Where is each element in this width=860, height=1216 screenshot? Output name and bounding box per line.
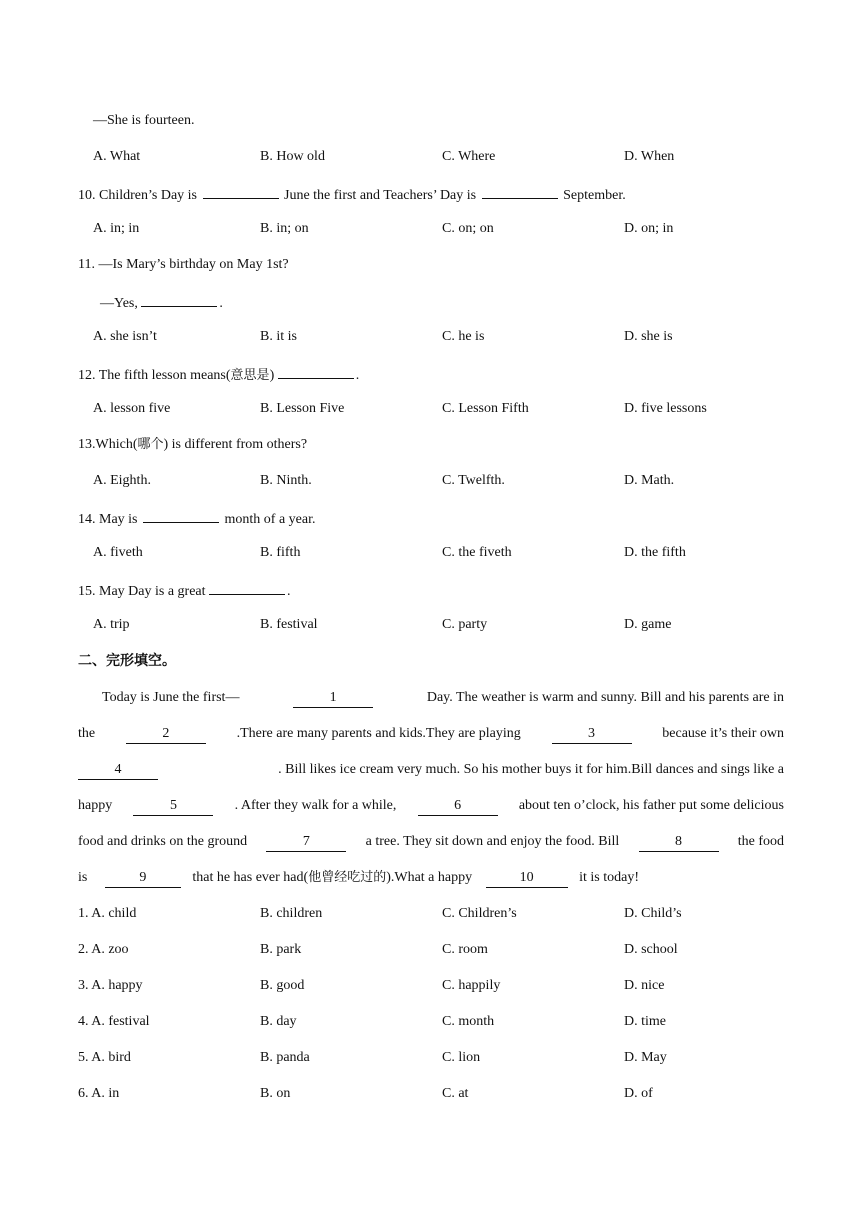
cloze-5-option-d: D. May <box>624 1050 667 1065</box>
passage-blank-10: 10 <box>486 869 568 888</box>
q11-option-c: C. he is <box>442 329 485 344</box>
q12-stem <box>78 363 359 383</box>
q14-stem <box>78 507 315 527</box>
q11-reply-text: —Yes, <box>100 296 138 311</box>
cloze-6-option-d: D. of <box>624 1086 653 1101</box>
cloze-2-option-d: D. school <box>624 942 678 957</box>
q9-option-a: A. What <box>93 149 141 164</box>
q11-options <box>0 327 860 347</box>
cloze-1-option-d: D. Child’s <box>624 906 682 921</box>
passage-text: ).What a happy <box>386 870 473 885</box>
passage-text: .There are many parents and kids.They are playing <box>236 726 521 741</box>
q13-option-b: B. Ninth. <box>260 473 312 488</box>
cloze-4-option-d: D. time <box>624 1014 666 1029</box>
q15-stem <box>78 579 291 599</box>
q11-reply <box>100 291 223 311</box>
passage-chinese-gloss: 他曾经吃过的 <box>308 870 387 885</box>
cloze-1-option-b: B. children <box>260 906 323 921</box>
passage-blank-2: 2 <box>126 725 206 744</box>
q10-option-b: B. in; on <box>260 221 309 236</box>
passage-blank-9: 9 <box>105 869 181 888</box>
cloze-option-row-2 <box>0 940 860 960</box>
cloze-4-option-a: 4. A. festival <box>78 1014 150 1029</box>
q11-blank <box>141 291 217 307</box>
q12-end: . <box>355 368 360 383</box>
q12-options <box>0 399 860 419</box>
q12-chinese-gloss: 意思是 <box>230 368 270 383</box>
section-2-title: 二、完形填空。 <box>78 653 176 669</box>
cloze-option-row-1 <box>0 904 860 924</box>
passage-text: happy <box>78 798 113 813</box>
cloze-4-option-b: B. day <box>260 1014 297 1029</box>
q12-option-a: A. lesson five <box>93 401 171 416</box>
q12-option-d: D. five lessons <box>624 401 707 416</box>
passage-blank-5: 5 <box>133 797 213 816</box>
cloze-3-option-c: C. happily <box>442 978 501 993</box>
q12-text-1: 12. The fifth lesson means( <box>78 368 231 383</box>
passage-line-6 <box>78 868 784 888</box>
cloze-option-row-6 <box>0 1084 860 1104</box>
passage-text: the food <box>737 834 784 849</box>
passage-text: because it’s their own <box>662 726 784 741</box>
q10-text-1: 10. Children’s Day is <box>78 188 197 203</box>
passage-blank-1: 1 <box>293 689 373 708</box>
q15-text-1: 15. May Day is a great <box>78 584 206 599</box>
q13-option-a: A. Eighth. <box>93 473 151 488</box>
cloze-3-option-d: D. nice <box>624 978 665 993</box>
cloze-6-option-b: B. on <box>260 1086 291 1101</box>
cloze-6-option-a: 6. A. in <box>78 1086 120 1101</box>
q14-option-b: B. fifth <box>260 545 301 560</box>
q12-blank <box>278 363 354 379</box>
passage-blank-6: 6 <box>418 797 498 816</box>
passage-text: it is today! <box>579 870 640 885</box>
cloze-option-row-5 <box>0 1048 860 1068</box>
cloze-2-option-b: B. park <box>260 942 302 957</box>
cloze-2-option-c: C. room <box>442 942 488 957</box>
cloze-5-option-b: B. panda <box>260 1050 310 1065</box>
q10-text-2: June the first and Teachers’ Day is <box>284 188 477 203</box>
passage-text: is <box>78 870 88 885</box>
cloze-6-option-c: C. at <box>442 1086 469 1101</box>
passage-text: Today is June the first— <box>102 690 240 705</box>
passage-text: food and drinks on the ground <box>78 834 248 849</box>
q13-text-2: ) is different from others? <box>163 437 308 452</box>
q10-options <box>0 219 860 239</box>
q12-text-2: ) <box>269 368 275 383</box>
q14-blank <box>143 507 219 523</box>
cloze-5-option-c: C. lion <box>442 1050 481 1065</box>
q10-text-3: September. <box>563 188 626 203</box>
cloze-3-option-b: B. good <box>260 978 305 993</box>
q15-option-a: A. trip <box>93 617 130 632</box>
q14-option-c: C. the fiveth <box>442 545 512 560</box>
q11-option-a: A. she isn’t <box>93 329 157 344</box>
q12-option-b: B. Lesson Five <box>260 401 345 416</box>
passage-text: that he has ever had( <box>192 870 309 885</box>
cloze-option-row-4 <box>0 1012 860 1032</box>
q15-option-c: C. party <box>442 617 488 632</box>
q14-option-d: D. the fifth <box>624 545 686 560</box>
q10-option-d: D. on; in <box>624 221 674 236</box>
passage-line-5 <box>78 832 784 852</box>
q13-option-d: D. Math. <box>624 473 675 488</box>
q15-option-d: D. game <box>624 617 672 632</box>
q11-reply-end: . <box>219 296 223 311</box>
q15-blank <box>209 579 285 595</box>
passage-text: a tree. They sit down and enjoy the food. Bill <box>365 834 620 849</box>
cloze-3-option-a: 3. A. happy <box>78 978 143 993</box>
cloze-2-option-a: 2. A. zoo <box>78 942 129 957</box>
passage-text: Day. The weather is warm and sunny. Bill and his parents are in <box>426 690 784 705</box>
q13-stem <box>78 435 307 455</box>
passage-text: about ten o’clock, his father put some delicious <box>518 798 784 813</box>
q14-option-a: A. fiveth <box>93 545 143 560</box>
passage-blank-7: 7 <box>266 833 346 852</box>
q12-option-c: C. Lesson Fifth <box>442 401 529 416</box>
passage-line-4 <box>78 796 784 816</box>
passage-blank-3: 3 <box>552 725 632 744</box>
q11-stem: 11. —Is Mary’s birthday on May 1st? <box>78 257 289 272</box>
q13-chinese-gloss: 哪个 <box>137 437 164 452</box>
passage-blank-8: 8 <box>639 833 719 852</box>
q14-text-2: month of a year. <box>224 512 316 527</box>
cloze-5-option-a: 5. A. bird <box>78 1050 131 1065</box>
cloze-option-row-3 <box>0 976 860 996</box>
q10-option-c: C. on; on <box>442 221 494 236</box>
cloze-1-option-c: C. Children’s <box>442 906 517 921</box>
passage-text: . After they walk for a while, <box>234 798 397 813</box>
q11-option-b: B. it is <box>260 329 297 344</box>
passage-blank-4: 4 <box>78 761 158 780</box>
q9-option-b: B. How old <box>260 149 325 164</box>
q13-options <box>0 471 860 491</box>
q14-options <box>0 543 860 563</box>
q10-stem <box>78 183 626 203</box>
passage-line-2 <box>78 724 784 744</box>
q13-text-1: 13.Which( <box>78 437 138 452</box>
passage-text: . Bill likes ice cream very much. So his mother buys it for him.Bill dances and sings like a <box>278 762 784 777</box>
q15-option-b: B. festival <box>260 617 318 632</box>
cloze-1-option-a: 1. A. child <box>78 906 137 921</box>
q14-text-1: 14. May is <box>78 512 138 527</box>
q9-option-c: C. Where <box>442 149 496 164</box>
q10-option-a: A. in; in <box>93 221 140 236</box>
q10-blank-1 <box>203 183 279 199</box>
q9-answer-line: —She is fourteen. <box>93 113 195 128</box>
q13-option-c: C. Twelfth. <box>442 473 505 488</box>
passage-line-1 <box>78 688 784 708</box>
cloze-4-option-c: C. month <box>442 1014 495 1029</box>
q10-blank-2 <box>482 183 558 199</box>
passage-text: the <box>78 726 96 741</box>
q15-end: . <box>287 584 291 599</box>
passage-line-3 <box>78 760 784 780</box>
q15-options <box>0 615 860 635</box>
q11-option-d: D. she is <box>624 329 673 344</box>
q9-option-d: D. When <box>624 149 675 164</box>
q9-options <box>0 147 860 167</box>
